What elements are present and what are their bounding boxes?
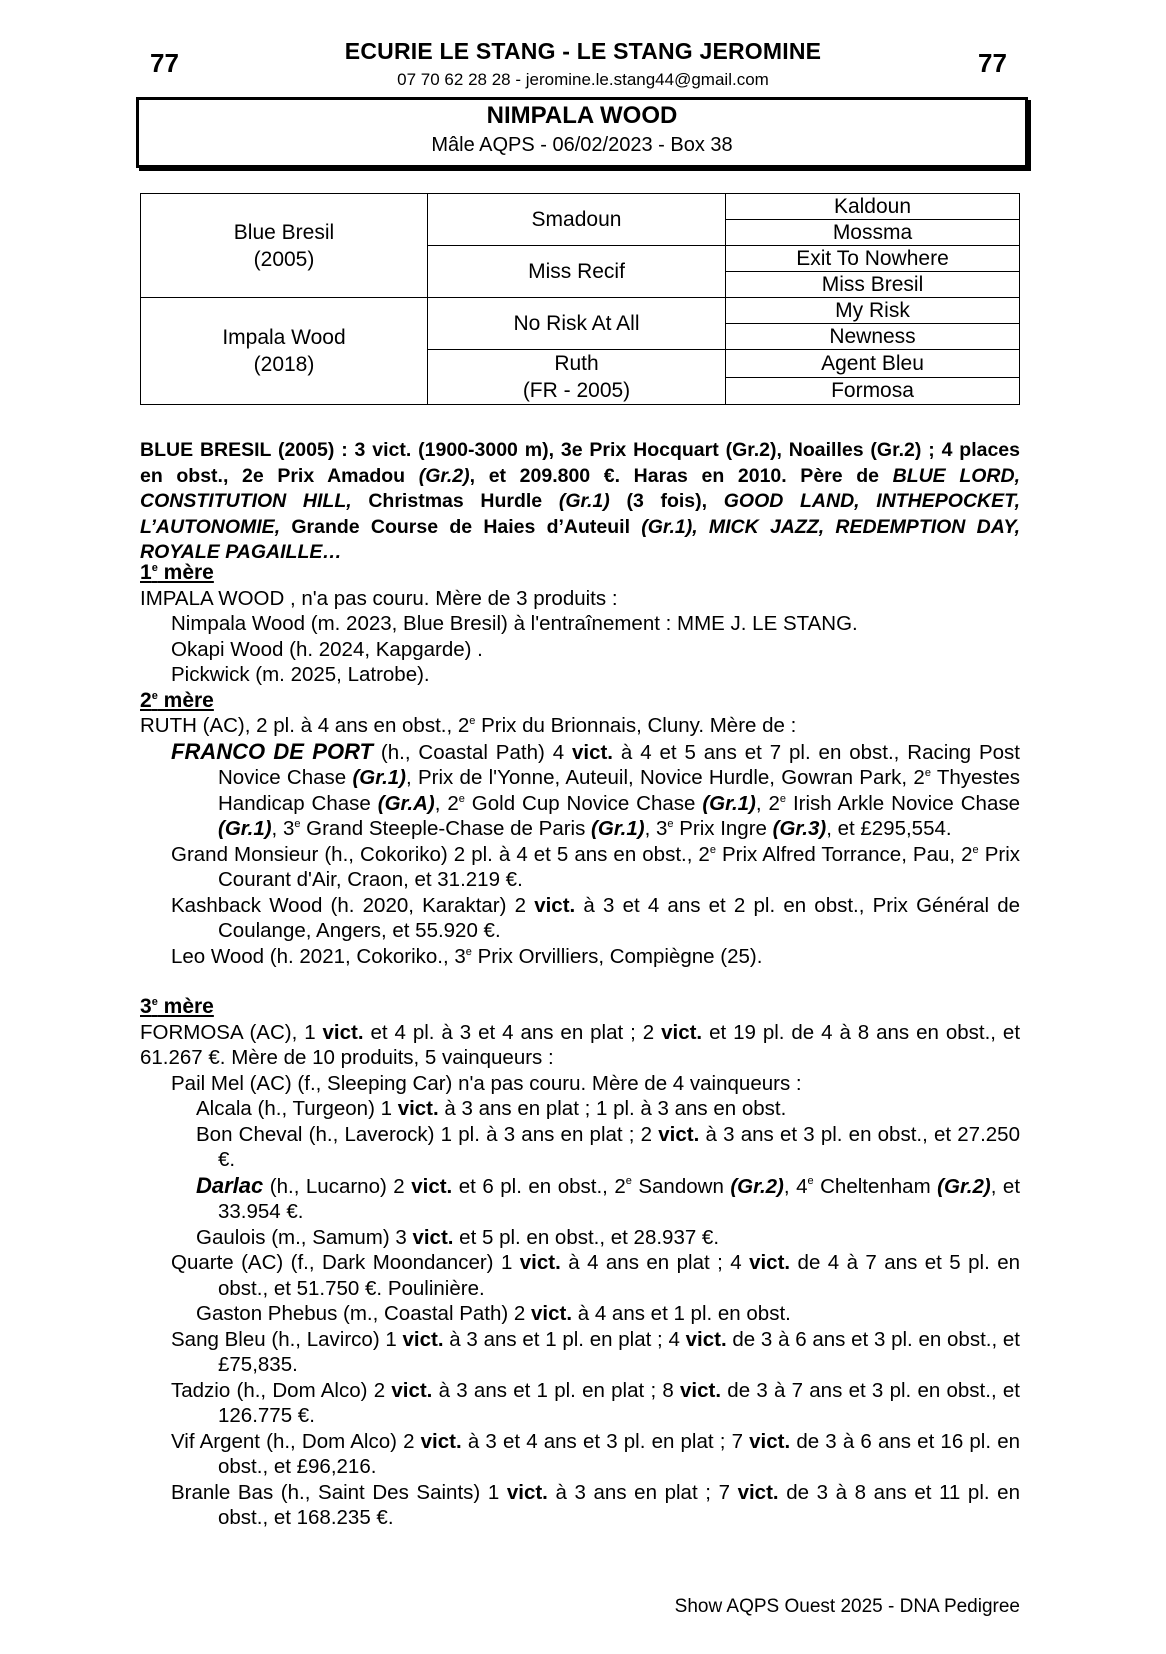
pedigree-sdd: Miss Bresil [726,272,1020,298]
produce-gaulois: Gaulois (m., Samum) 3 vict. et 5 pl. en obst., et 28.937 €. [196,1225,720,1249]
sire-text-gr1b: (Gr.1), [641,515,698,538]
produce-pail-mel: Pail Mel (AC) (f., Sleeping Car) n'a pas couru. Mère de 4 vainqueurs : [171,1071,802,1095]
produce-franco-de-port: FRANCO DE PORT (h., Coastal Path) 4 vict. à 4 et 5 ans et 7 pl. en obst., Racing Post Novice Chase (Gr.1), Prix de l'Yonne, Auteuil, Novice Hurdle, Gowran Park, 2e Thyestes Handicap Chase (Gr.A), 2e Gold Cup Novice Chase (Gr.1), 2e Irish Arkle Novice Chase (Gr.1), 3e Grand Steeple-Chase de Paris (Gr.1), 3e Prix Ingre (Gr.3), et £295,554. [171,738,1021,840]
sire-text-gr2: (Gr.2) [418,464,470,487]
produce-alcala: Alcala (h., Turgeon) 1 vict. à 3 ans en plat ; 1 pl. à 3 ans en obst. [196,1097,787,1120]
produce-1: Nimpala Wood (m. 2023, Blue Bresil) à l'entraînement : MME J. LE STANG. [171,612,858,635]
pedigree-dds: Agent Bleu [726,350,1020,378]
produce-quarte: Quarte (AC) (f., Dark Moondancer) 1 vict. à 4 ans en plat ; 4 vict. de 4 à 7 ans et 5 pl. en obst., et 51.750 €. Poulinière. [171,1251,1020,1300]
second-dam-intro: RUTH (AC), 2 pl. à 4 ans en obst., 2e Prix du Brionnais, Cluny. Mère de : [140,714,797,737]
sire-paragraph [140,438,1020,566]
dam-name: Impala Wood [222,326,346,349]
produce-branle-bas: Branle Bas (h., Saint Des Saints) 1 vict. à 3 ans en plat ; 7 vict. de 3 à 8 ans et 11 pl. en obst., et 168.235 €. [171,1480,1020,1529]
sire-text-5: Grande Course de Haies d’Auteuil [280,515,642,538]
sire-text-gr1: (Gr.1) [558,490,610,512]
produce-gaston-phebus: Gaston Phebus (m., Coastal Path) 2 vict. à 4 ans et 1 pl. en obst. [196,1302,791,1325]
sire-progeny-3: MICK JAZZ, REDEMPTION DAY, ROYALE PAGAILLE… [140,515,1020,563]
pedigree-sire [141,194,428,298]
sire-progeny-1: BLUE LORD, CONSTITUTION HILL, [140,464,1020,512]
second-dam-heading: 2e mère [140,688,214,712]
dam-dam-note: (FR - 2005) [522,379,631,402]
produce-leo-wood: Leo Wood (h. 2021, Cokoriko., 3e Prix Orvilliers, Compiègne (25). [171,944,763,968]
pedigree-ddd: Formosa [726,377,1020,405]
pedigree-sss: Kaldoun [726,194,1020,220]
pedigree-sds: Exit To Nowhere [726,246,1020,272]
pedigree-sire-dam: Miss Recif [428,246,726,298]
pedigree-sire-sire: Smadoun [428,194,726,246]
produce-3: Pickwick (m. 2025, Latrobe). [171,663,430,686]
page-footer: Show AQPS Ouest 2025 - DNA Pedigree [674,1596,1020,1617]
dam-dam-name: Ruth [554,352,599,375]
lot-number-right: 77 [978,48,1007,78]
dam-section [140,560,1020,1531]
sire-text-2: , et 209.800 €. Haras en 2010. Père de [469,464,893,487]
pedigree-dam [141,298,428,405]
sire-year: (2005) [253,247,315,271]
sire-progeny-2: GOOD LAND, INTHEPOCKET, L’AUTONOMIE, [140,490,1020,538]
first-dam-heading: 1e mère [140,561,214,584]
sire-name: Blue Bresil [233,220,335,244]
pedigree-dam-dam [428,350,726,405]
produce-tadzio: Tadzio (h., Dom Alco) 2 vict. à 3 ans et 1 pl. en plat ; 8 vict. de 3 à 7 ans et 3 pl. en obst., et 126.775 €. [171,1378,1020,1427]
horse-title-box [136,97,1028,168]
pedigree-dss: My Risk [726,298,1020,324]
horse-name: NIMPALA WOOD [486,102,678,129]
produce-kashback-wood: Kashback Wood (h. 2020, Karaktar) 2 vict. à 3 et 4 ans et 2 pl. en obst., Prix Général de Coulange, Angers, et 55.920 €. [171,893,1021,942]
pedigree-table [140,193,1020,405]
lot-number-left: 77 [150,48,179,78]
first-dam-intro: IMPALA WOOD , n'a pas couru. Mère de 3 produits : [140,586,618,610]
produce-2: Okapi Wood (h. 2024, Kapgarde) . [171,637,483,661]
third-dam-intro: FORMOSA (AC), 1 vict. et 4 pl. à 3 et 4 ans en plat ; 2 vict. et 19 pl. de 4 à 8 ans en obst., et 61.267 €. Mère de 10 produits, 5 vainqueurs : [140,1020,1021,1069]
sire-text-4: (3 fois), [609,490,724,512]
produce-grand-monsieur: Grand Monsieur (h., Cokoriko) 2 pl. à 4 et 5 ans en obst., 2e Prix Alfred Torrance, Pau, 2e Prix Courant d'Air, Craon, et 31.219 €. [171,842,1020,891]
horse-info: Mâle AQPS - 06/02/2023 - Box 38 [431,134,733,156]
pedigree-dam-sire: No Risk At All [428,298,726,350]
stable-name: ECURIE LE STANG - LE STANG JEROMINE [344,38,822,64]
sire-text-1: BLUE BRESIL (2005) : 3 vict. (1900-3000 m), 3e Prix Hocquart (Gr.2), Noailles (Gr.2) ; 4 places en obst., 2e Prix Amadou [140,439,1020,487]
third-dam-heading: 3e mère [140,995,214,1018]
dam-year: (2018) [253,353,315,376]
produce-vif-argent: Vif Argent (h., Dom Alco) 2 vict. à 3 et 4 ans et 3 pl. en plat ; 7 vict. de 3 à 6 ans et 16 pl. en obst., et £96,216. [171,1429,1021,1478]
stable-contact: 07 70 62 28 28 - jeromine.le.stang44@gmail.com [397,70,769,89]
produce-sang-bleu: Sang Bleu (h., Lavirco) 1 vict. à 3 ans et 1 pl. en plat ; 4 vict. de 3 à 6 ans et 3 pl. en obst., et £75,835. [171,1327,1020,1376]
produce-darlac: Darlac (h., Lucarno) 2 vict. et 6 pl. en obst., 2e Sandown (Gr.2), 4e Cheltenham (Gr.2), et 33.954 €. [196,1172,1021,1223]
pedigree-ssd: Mossma [726,220,1020,246]
sire-text-3: Christmas Hurdle [351,490,559,512]
produce-bon-cheval: Bon Cheval (h., Laverock) 1 pl. à 3 ans en plat ; 2 vict. à 3 ans et 3 pl. en obst., et 27.250 €. [196,1122,1020,1171]
pedigree-dsd: Newness [726,324,1020,350]
